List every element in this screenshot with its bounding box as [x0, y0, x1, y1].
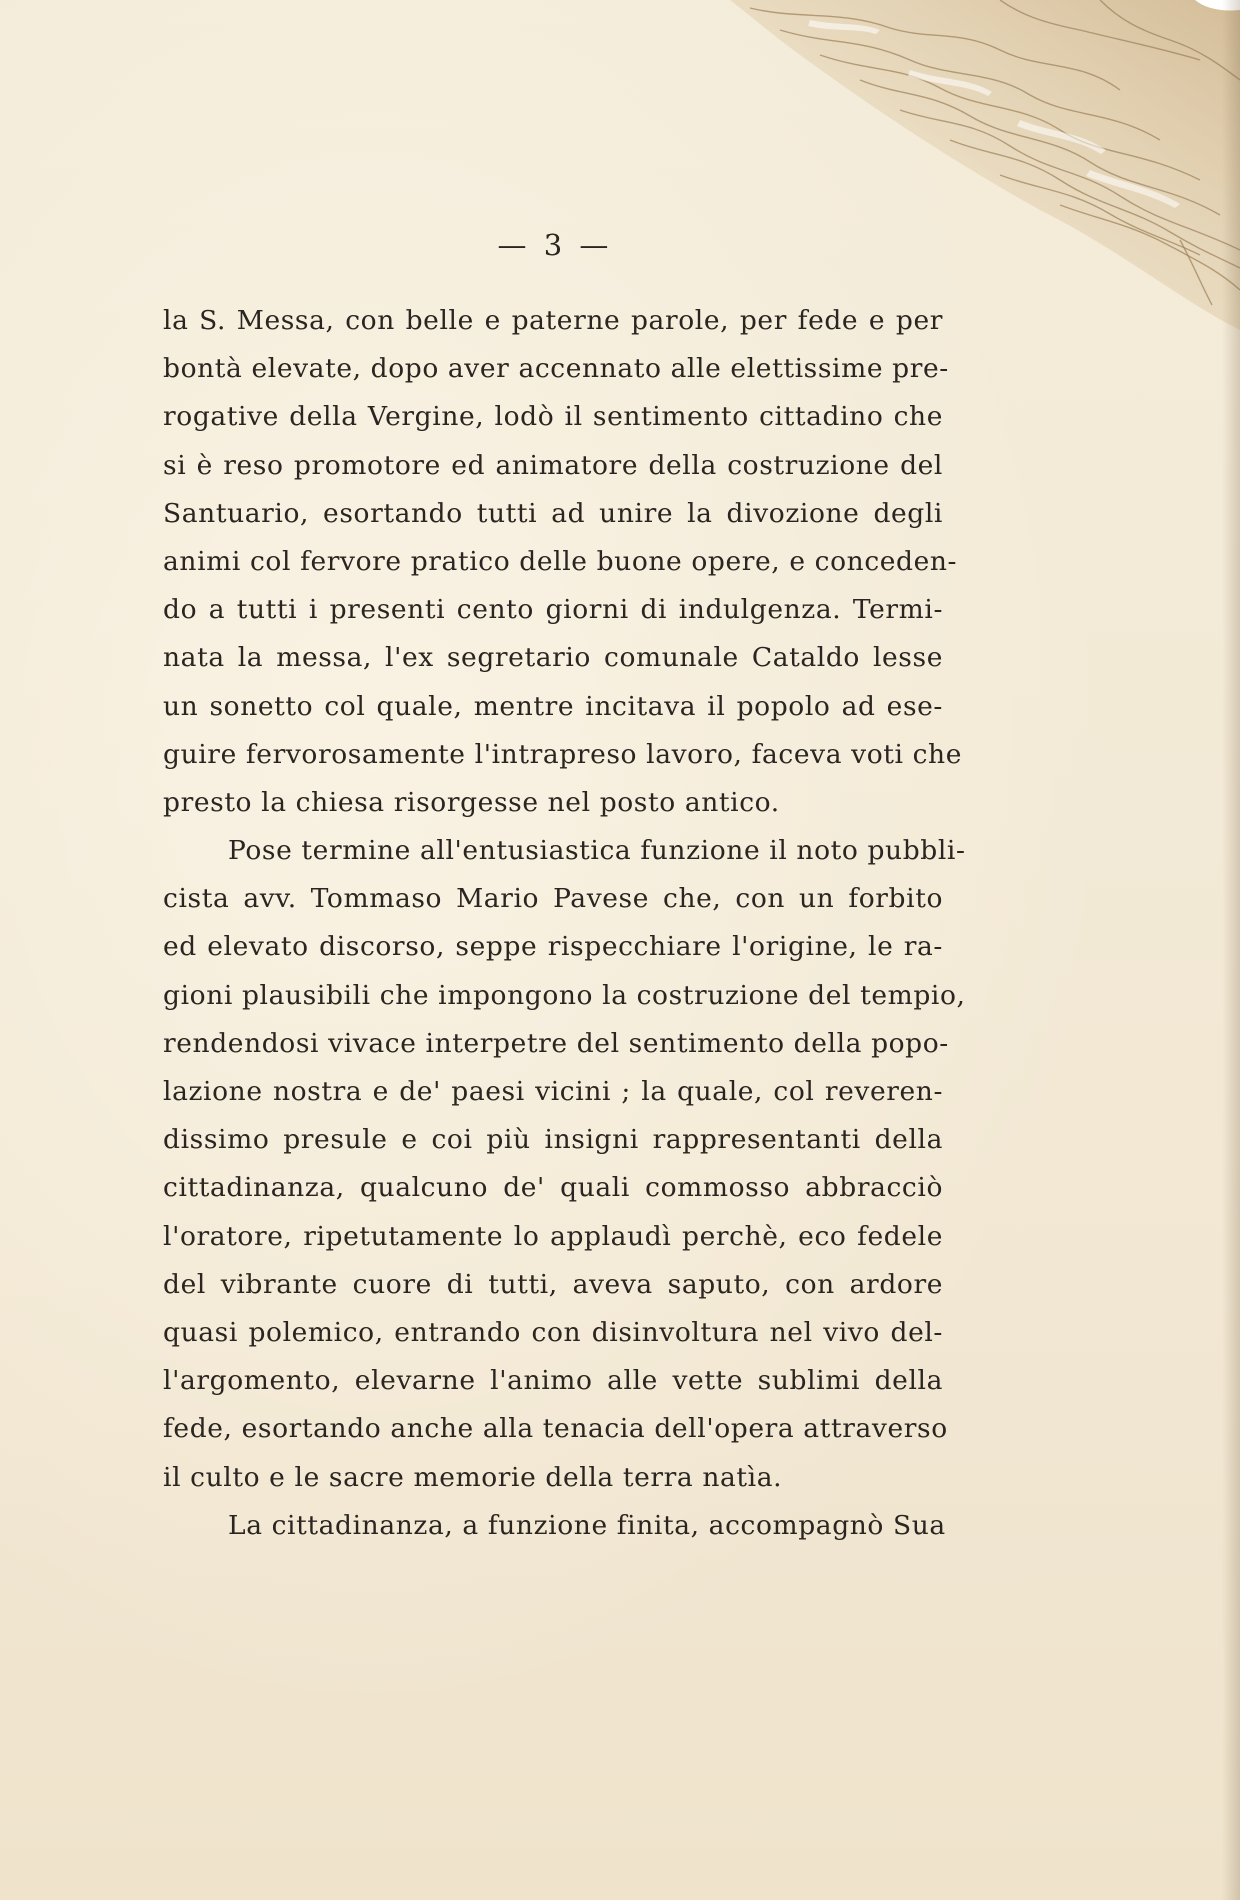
text-line: lazione nostra e de' paesi vicini ; la quale, col reveren- — [163, 1076, 943, 1107]
text-line: rendendosi vivace interpetre del sentimento della popo- — [163, 1027, 949, 1059]
text-line: nata la messa, l'ex segretario comunale Cataldo lesse — [163, 642, 943, 674]
text-line: cittadinanza, qualcuno de' quali commosso abbracciò — [163, 1172, 943, 1204]
text-line: animi col fervore pratico delle buone opere, e conceden- — [163, 545, 958, 577]
text-line: Pose termine all'entusiastica funzione il noto pubbli- — [228, 835, 966, 867]
text-line: Santuario, esortando tutti ad unire la divozione degli — [163, 497, 943, 529]
page-edge-shadow — [1222, 0, 1240, 1900]
text-line: guire fervorosamente l'intrapreso lavoro, faceva voti che — [163, 738, 962, 770]
text-line: dissimo presule e coi più insigni rappresentanti della — [163, 1124, 943, 1156]
text-line: rogative della Vergine, lodò il sentimento cittadino che — [163, 401, 943, 433]
text-line: un sonetto col quale, mentre incitava il popolo ad ese- — [163, 690, 943, 722]
text-line: bontà elevate, dopo aver accennato alle elettissime pre- — [163, 353, 949, 385]
text-line: gioni plausibili che impongono la costruzione del tempio, — [163, 979, 966, 1011]
text-line: l'oratore, ripetutamente lo applaudì perchè, eco fedele — [163, 1220, 943, 1252]
paragraph — [163, 1502, 946, 1550]
text-line: l'argomento, elevarne l'animo alle vette sublimi della — [163, 1365, 943, 1397]
text-line: cista avv. Tommaso Mario Pavese che, con un forbito — [163, 883, 943, 915]
page-number: — 3 — — [497, 228, 613, 262]
text-line: presto la chiesa risorgesse nel posto antico. — [163, 786, 780, 818]
text-line: quasi polemico, entrando con disinvoltura nel vivo del- — [163, 1316, 943, 1348]
text-line: il culto e le sacre memorie della terra natìa. — [163, 1461, 783, 1493]
text-line: La cittadinanza, a funzione finita, accompagnò Sua — [228, 1509, 946, 1541]
text-line: do a tutti i presenti cento giorni di indulgenza. Termi- — [163, 594, 943, 626]
torn-corner-damage — [480, 0, 1240, 330]
text-line: la S. Messa, con belle e paterne parole, per fede e per — [163, 305, 943, 336]
body-text — [163, 297, 966, 1550]
text-line: ed elevato discorso, seppe rispecchiare l'origine, le ra- — [163, 931, 943, 963]
text-line: si è reso promotore ed animatore della costruzione del — [163, 449, 943, 481]
text-line: fede, esortando anche alla tenacia dell'opera attraverso — [163, 1413, 948, 1445]
paragraph — [163, 827, 966, 1502]
paragraph — [163, 297, 962, 827]
text-line: del vibrante cuore di tutti, aveva saputo, con ardore — [163, 1268, 943, 1300]
